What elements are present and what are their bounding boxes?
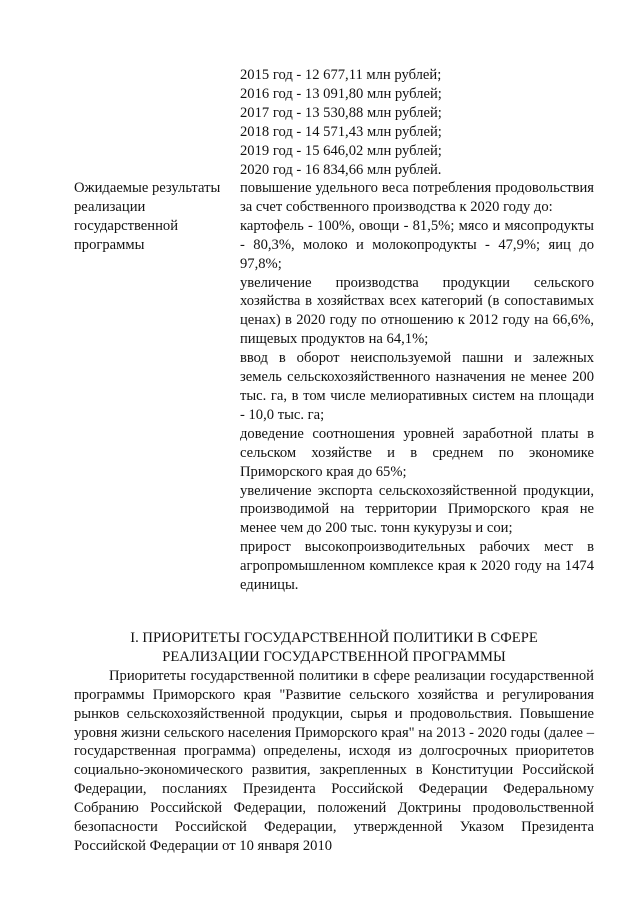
funding-year-2017: 2017 год - 13 530,88 млн рублей;	[240, 104, 442, 121]
result-item: ввод в оборот неиспользуемой пашни и залежных земель сельскохозяйственного назначения не менее 200 тыс. га, в том числе мелиоративных систем на площади - 10,0 тыс. га;	[240, 350, 594, 423]
funding-year-2019: 2019 год - 15 646,02 млн рублей;	[240, 142, 442, 159]
result-item: картофель - 100%, овощи - 81,5%; мясо и мясопродукты - 80,3%, молоко и молокопродукты - 47,9%; яиц до 97,8%;	[240, 217, 594, 272]
funding-by-year-list	[240, 66, 600, 179]
result-item: повышение удельного веса потребления продовольствия за счет собственного производства к 2020 году до:	[240, 180, 594, 215]
expected-results-list	[240, 179, 594, 595]
section-title	[74, 629, 594, 667]
expected-results-label: Ожидаемые результаты реализации государственной программы	[74, 180, 221, 253]
funding-year-2016: 2016 год - 13 091,80 млн рублей;	[240, 85, 442, 102]
section-title-line-2: РЕАЛИЗАЦИИ ГОСУДАРСТВЕННОЙ ПРОГРАММЫ	[162, 648, 506, 665]
section-title-line-1: I. ПРИОРИТЕТЫ ГОСУДАРСТВЕННОЙ ПОЛИТИКИ В СФЕРЕ	[130, 630, 538, 646]
result-item: увеличение экспорта сельскохозяйственной продукции, производимой на территории Приморского края не менее чем до 200 тыс. тонн кукурузы и сои;	[240, 482, 594, 537]
result-item: прирост высокопроизводительных рабочих мест в агропромышленном комплексе края к 2020 году на 1474 единицы.	[240, 539, 594, 594]
result-item: увеличение производства продукции сельского хозяйства в хозяйствах всех категорий (в сопоставимых ценах) в 2020 году по отношению к 2012 году на 66,6%, пищевых продуктов на 64,1%;	[240, 274, 594, 348]
section-body-paragraph: Приоритеты государственной политики в сфере реализации государственной программы Приморского края "Развитие сельского хозяйства и регулирования рынков сельскохозяйственной продукции, сырья и продовольствия. Повышение уровня жизни сельского населения Приморского края" на 2013 - 2020 годы (далее – государственная программа) определены, исходя из долгосрочных приоритетов социально-экономического развития, закрепленных в Конституции Российской Федерации, посланиях Президента Российской Федерации Федеральному Собранию Российской Федерации, положений Доктрины продовольственной безопасности Российской Федерации, утвержденной Указом Президента Российской Федерации от 10 января 2010	[74, 667, 594, 854]
result-item: доведение соотношения уровней заработной платы в сельском хозяйстве и в среднем по экономике Приморского края до 65%;	[240, 425, 594, 480]
funding-year-2015: 2015 год - 12 677,11 млн рублей;	[240, 67, 442, 83]
funding-year-2020: 2020 год - 16 834,66 млн рублей.	[240, 161, 442, 178]
section-priorities	[74, 629, 594, 856]
funding-year-2018: 2018 год - 14 571,43 млн рублей;	[240, 123, 442, 140]
